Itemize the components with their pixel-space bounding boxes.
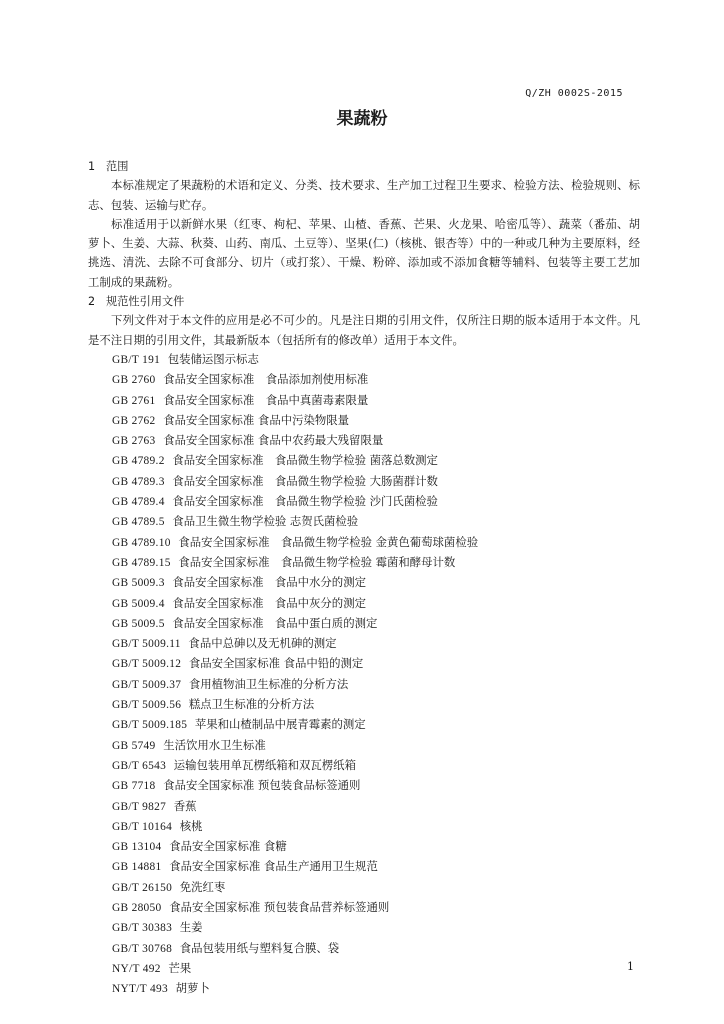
reference-item — [88, 837, 640, 857]
reference-item — [88, 411, 640, 431]
section-heading — [88, 157, 640, 176]
reference-list — [88, 350, 640, 1000]
reference-code: GB/T 6543 — [112, 759, 167, 772]
reference-item — [88, 675, 640, 695]
reference-title: 芒果 — [168, 960, 192, 975]
reference-code: GB 4789.4 — [112, 496, 165, 509]
reference-code: GB/T 9827 — [112, 800, 167, 813]
reference-code: GB/T 30768 — [112, 942, 173, 955]
reference-title: 食品安全国家标准 食品微生物学检验 沙门氏菌检验 — [172, 494, 438, 509]
paragraph: 标准适用于以新鲜水果（红枣、枸杞、苹果、山楂、香蕉、芒果、火龙果、哈密瓜等）、蔬菜（番茄、胡萝卜、生姜、大蒜、秋葵、山药、南瓜、土豆等）、坚果(仁)（核桃、银杏等）中的一种或几种为主要原料，经挑选、清洗、去除不可食部分、切片（或打浆）、干燥、粉碎、添加或不添加食糖等辅料、包装等主要工艺加工制成的果蔬粉。 — [88, 216, 640, 289]
section-title: 范围 — [106, 160, 129, 173]
reference-item — [88, 472, 640, 492]
reference-code: GB 2761 — [112, 394, 156, 407]
reference-code: GB 2763 — [112, 435, 156, 448]
reference-title: 食品卫生微生物学检验 志贺氏菌检验 — [172, 514, 359, 529]
reference-title: 食品包装用纸与塑料复合膜、袋 — [179, 940, 340, 955]
reference-item — [88, 533, 640, 553]
reference-item — [88, 431, 640, 451]
reference-code: GB 4789.5 — [112, 516, 165, 529]
section-heading — [88, 292, 640, 311]
reference-title: 糕点卫生标准的分析方法 — [188, 697, 315, 712]
reference-item — [88, 939, 640, 959]
reference-title: 食品安全国家标准 食品添加剂使用标准 — [163, 372, 369, 387]
reference-code: GB/T 5009.56 — [112, 699, 182, 712]
reference-code: GB/T 5009.185 — [112, 719, 188, 732]
reference-title: 食品安全国家标准 食品中水分的测定 — [172, 575, 366, 590]
reference-title: 香蕉 — [173, 798, 197, 813]
reference-item — [88, 776, 640, 796]
reference-title: 食品安全国家标准 食糖 — [169, 839, 287, 854]
reference-title: 食品安全国家标准 食品中灰分的测定 — [172, 595, 366, 610]
reference-title: 核桃 — [179, 818, 203, 833]
reference-title: 食用植物油卫生标准的分析方法 — [188, 676, 349, 691]
reference-code: GB/T 5009.11 — [112, 638, 181, 651]
reference-title: 食品安全国家标准 食品中铅的测定 — [188, 656, 364, 671]
reference-code: GB 28050 — [112, 901, 162, 914]
reference-item — [88, 756, 640, 776]
standard-code: Q/ZH 0002S-2015 — [525, 88, 623, 99]
reference-title: 食品安全国家标准 食品中蛋白质的测定 — [172, 615, 378, 630]
document-body — [88, 157, 640, 999]
reference-title: 食品安全国家标准 食品微生物学检验 金黄色葡萄球菌检验 — [178, 534, 479, 549]
reference-code: GB 4789.10 — [112, 536, 171, 549]
reference-code: GB 4789.15 — [112, 556, 171, 569]
reference-code: GB/T 191 — [112, 353, 161, 366]
reference-title: 食品中总砷以及无机砷的测定 — [188, 636, 337, 651]
reference-code: GB/T 10164 — [112, 820, 173, 833]
reference-title: 食品安全国家标准 预包装食品标签通则 — [163, 778, 361, 793]
page-title: 果蔬粉 — [336, 109, 388, 129]
reference-code: GB 2762 — [112, 414, 156, 427]
reference-code: GB 2760 — [112, 374, 156, 387]
reference-title: 食品安全国家标准 食品生产通用卫生规范 — [169, 859, 378, 874]
reference-title: 免洗红枣 — [179, 879, 226, 894]
reference-code: NYT/T 493 — [112, 983, 168, 996]
reference-title: 生姜 — [179, 920, 203, 935]
reference-item — [88, 979, 640, 999]
reference-title: 苹果和山楂制品中展青霉素的测定 — [194, 717, 366, 732]
reference-title: 食品安全国家标准 食品微生物学检验 菌落总数测定 — [172, 453, 438, 468]
reference-item — [88, 857, 640, 877]
reference-title: 生活饮用水卫生标准 — [163, 737, 266, 752]
reference-item — [88, 878, 640, 898]
reference-code: GB 5009.3 — [112, 577, 165, 590]
reference-code: GB/T 30383 — [112, 922, 173, 935]
reference-title: 食品安全国家标准 食品中污染物限量 — [163, 412, 350, 427]
reference-code: GB 4789.3 — [112, 475, 165, 488]
reference-code: NY/T 492 — [112, 962, 161, 975]
reference-code: GB 5749 — [112, 739, 156, 752]
reference-title: 包装储运图示标志 — [167, 351, 259, 366]
reference-item — [88, 736, 640, 756]
reference-code: GB 14881 — [112, 861, 162, 874]
reference-item — [88, 918, 640, 938]
reference-title: 运输包装用单瓦楞纸箱和双瓦楞纸箱 — [173, 757, 356, 772]
reference-item — [88, 614, 640, 634]
reference-item — [88, 898, 640, 918]
reference-item — [88, 370, 640, 390]
reference-item — [88, 715, 640, 735]
reference-title: 食品安全国家标准 食品微生物学检验 大肠菌群计数 — [172, 473, 438, 488]
reference-item — [88, 594, 640, 614]
reference-item — [88, 573, 640, 593]
reference-code: GB 7718 — [112, 780, 156, 793]
reference-title: 食品安全国家标准 食品中真菌毒素限量 — [163, 392, 369, 407]
reference-code: GB/T 5009.12 — [112, 658, 182, 671]
reference-code: GB 5009.5 — [112, 617, 165, 630]
reference-title: 食品安全国家标准 食品中农药最大残留限量 — [163, 433, 384, 448]
reference-code: GB 4789.2 — [112, 455, 165, 468]
section-title: 规范性引用文件 — [106, 295, 185, 309]
reference-title: 食品安全国家标准 食品微生物学检验 霉菌和酵母计数 — [178, 554, 456, 569]
reference-item — [88, 350, 640, 370]
paragraph: 下列文件对于本文件的应用是必不可少的。凡是注日期的引用文件，仅所注日期的版本适用于本文件。凡是不注日期的引用文件，其最新版本（包括所有的修改单）适用于本文件。 — [88, 313, 640, 347]
page-number: 1 — [627, 960, 634, 973]
reference-title: 胡萝卜 — [175, 981, 210, 996]
reference-item — [88, 553, 640, 573]
reference-item — [88, 695, 640, 715]
reference-code: GB 13104 — [112, 841, 162, 854]
reference-code: GB/T 26150 — [112, 881, 173, 894]
reference-code: GB 5009.4 — [112, 597, 165, 610]
section-number: 1 — [88, 160, 96, 173]
reference-item — [88, 512, 640, 532]
reference-item — [88, 451, 640, 471]
reference-item — [88, 817, 640, 837]
reference-item — [88, 654, 640, 674]
section-number: 2 — [88, 295, 96, 309]
reference-item — [88, 391, 640, 411]
reference-item — [88, 797, 640, 817]
reference-item — [88, 634, 640, 654]
paragraph: 本标准规定了果蔬粉的术语和定义、分类、技术要求、生产加工过程卫生要求、检验方法、检验规则、标志、包装、运输与贮存。 — [88, 178, 640, 212]
reference-item — [88, 492, 640, 512]
reference-item — [88, 959, 640, 979]
reference-code: GB/T 5009.37 — [112, 678, 182, 691]
reference-title: 食品安全国家标准 预包装食品营养标签通则 — [169, 899, 390, 914]
